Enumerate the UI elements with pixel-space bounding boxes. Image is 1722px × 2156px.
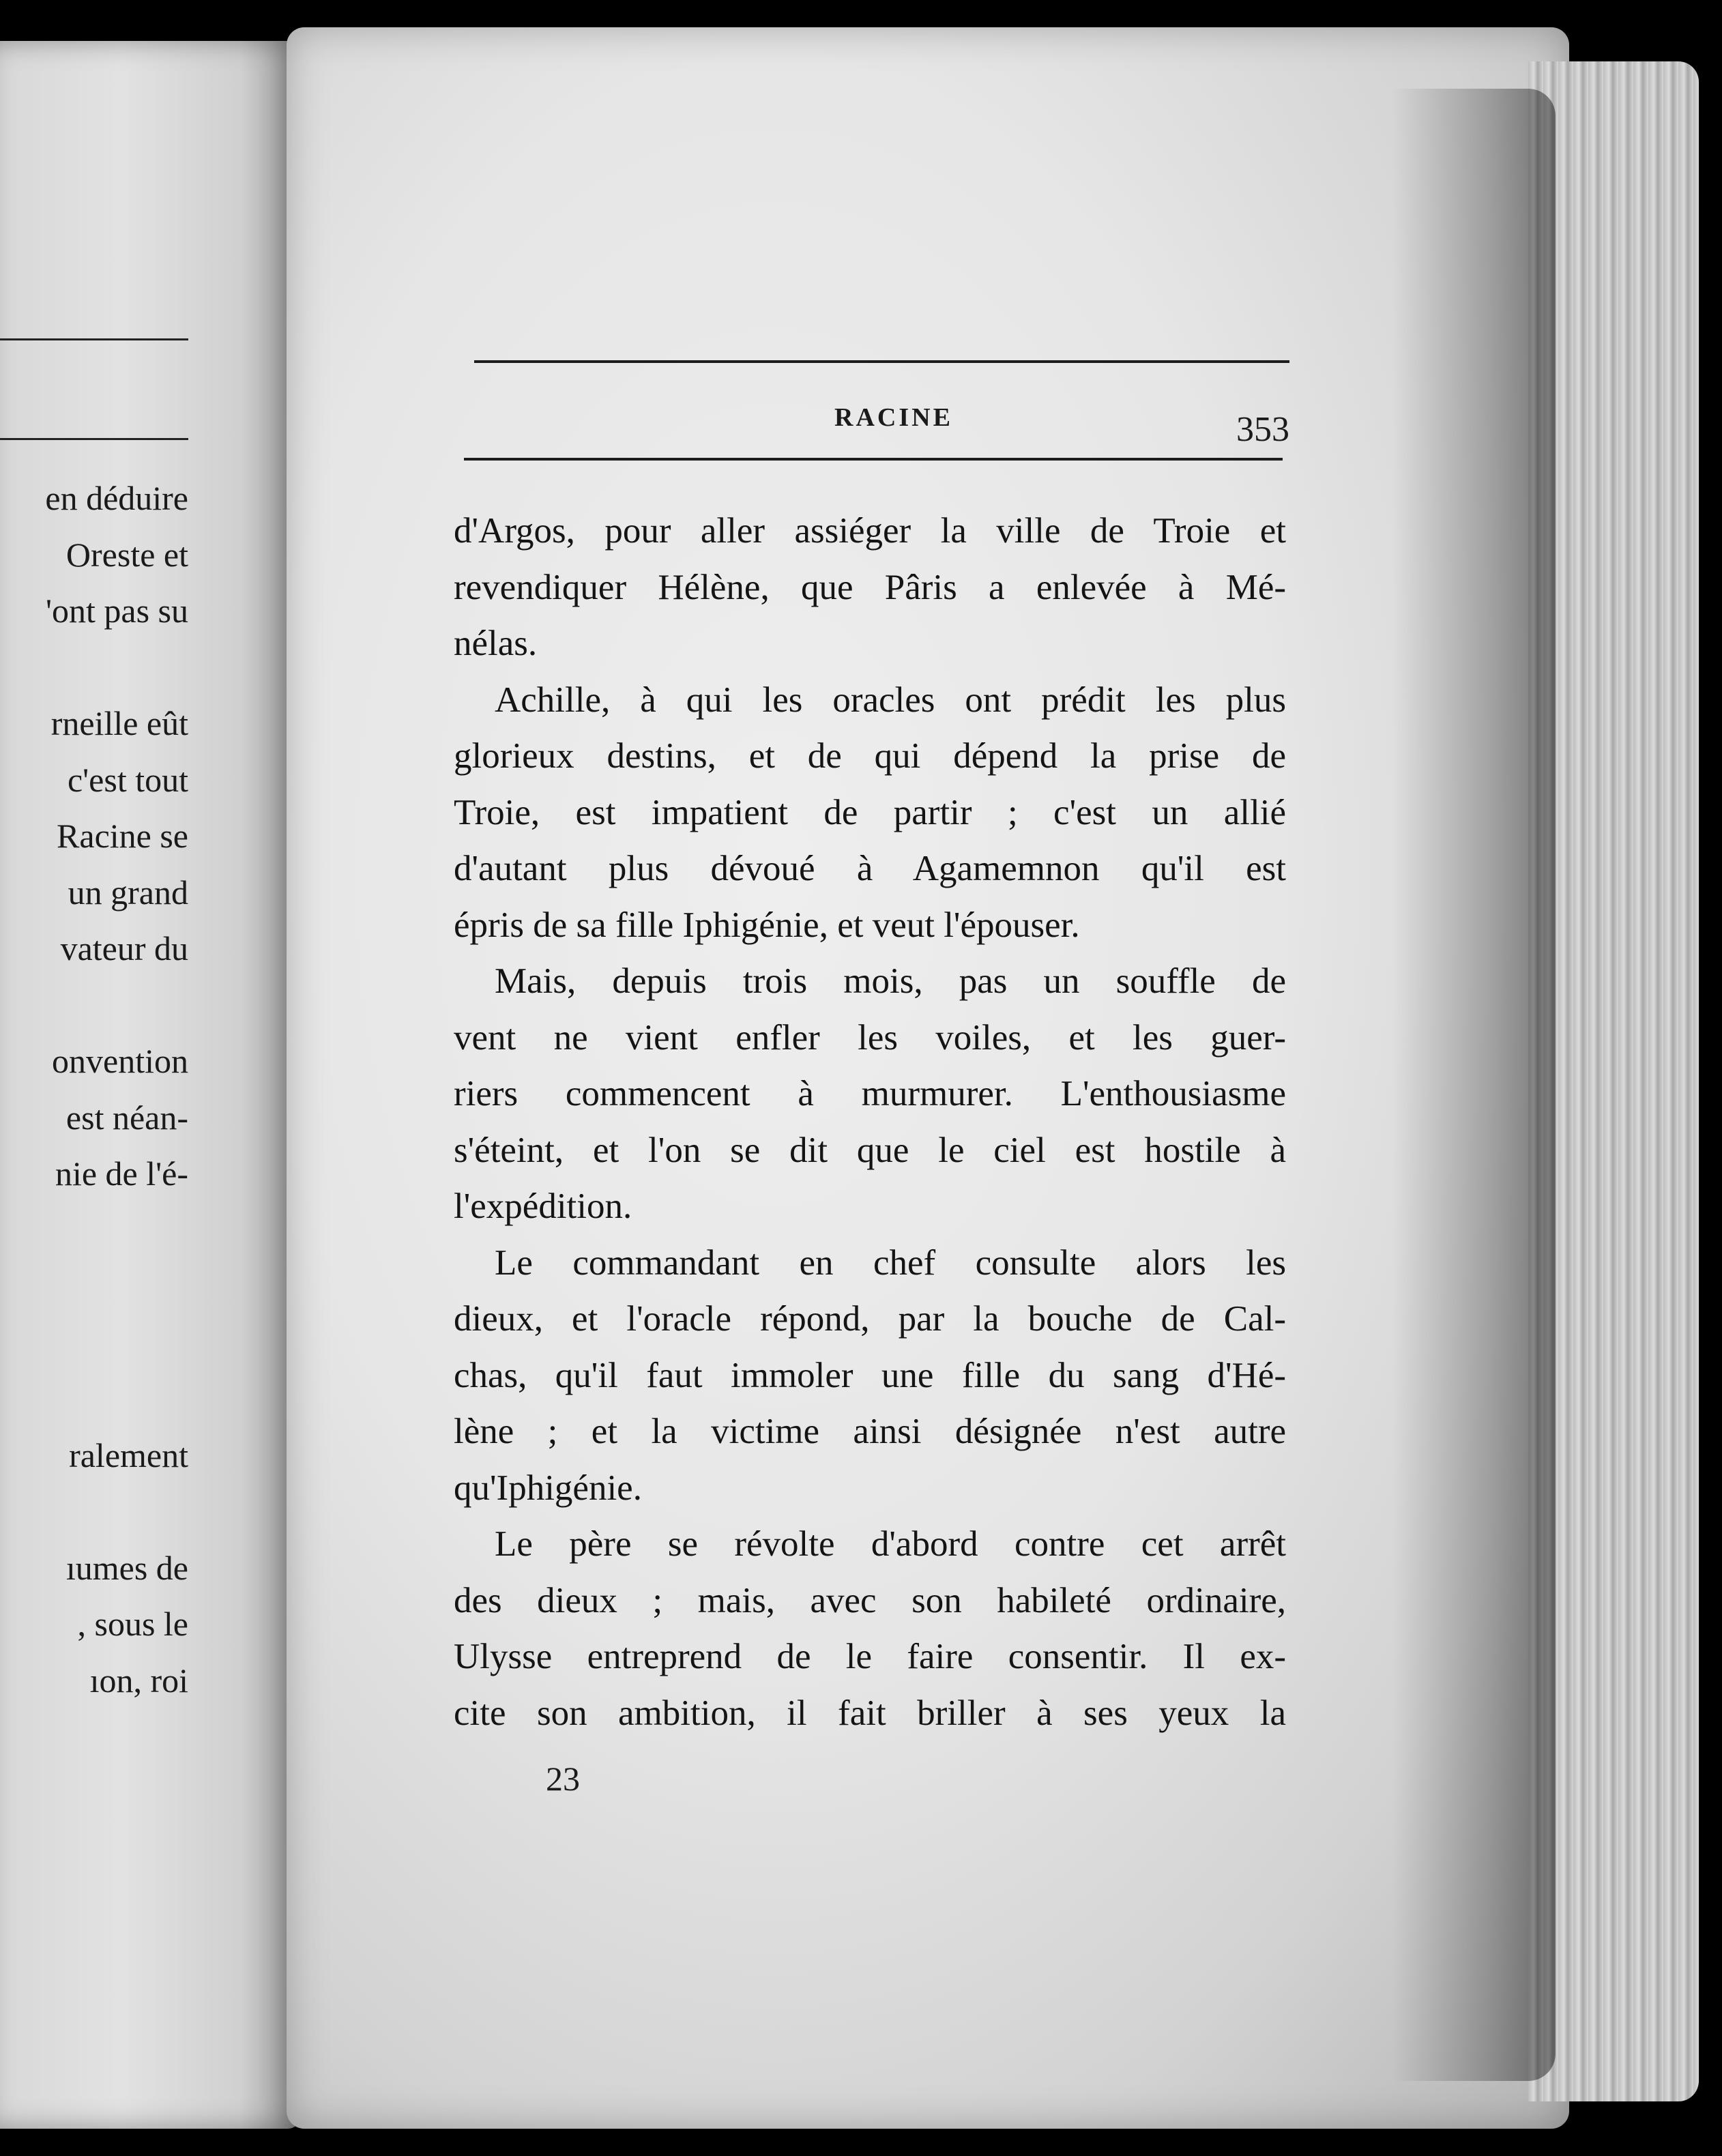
text-line: qu'Iphigénie. [454,1468,642,1508]
text-line: nélas. [454,624,538,663]
left-page-rule-top [0,338,188,340]
text-line: dieux, et l'oracle répond, par la bouche de Cal- [454,1299,1286,1339]
text-line: glorieux destins, et de qui dépend la prise de [454,736,1286,776]
left-page-line: Oreste et [65,535,188,574]
text-line: cite son ambition, il fait briller à ses yeux la [454,1693,1286,1733]
signature-mark: 23 [546,1760,580,1798]
left-page-line: , sous le [77,1605,188,1643]
header-rule-bottom [464,458,1283,461]
page-shadow [1392,89,1556,2081]
left-page-line: 'ont pas su [45,592,188,630]
text-line: d'Argos, pour aller assiéger la ville de Troie et [454,511,1286,551]
text-line: épris de sa fille Iphigénie, et veut l'épouser. [454,905,1080,945]
text-line: des dieux ; mais, avec son habileté ordinaire, [454,1580,1286,1620]
left-page-line: onvention [52,1042,188,1080]
text-line: Achille, à qui les oracles ont prédit les plus [495,680,1286,720]
text-line: chas, qu'il faut immoler une fille du sang d'Hé- [454,1355,1286,1395]
text-line: l'expédition. [454,1186,632,1226]
text-line: riers commencent à murmurer. L'enthousiasme [454,1074,1286,1113]
left-page-line: ıumes de [65,1548,188,1587]
left-page-line: ıon, roi [89,1661,188,1700]
left-page-line: ralement [69,1436,188,1474]
text-line: Troie, est impatient de partir ; c'est un allié [454,792,1286,832]
text-line: s'éteint, et l'on se dit que le ciel est hostile à [454,1130,1286,1170]
left-page-line: en déduire [45,479,188,517]
left-page-line: vateur du [60,929,188,967]
previous-page [0,41,300,2129]
header-rule-top [474,360,1289,363]
left-page-line: Racine se [57,817,188,855]
text-line: lène ; et la victime ainsi désignée n'est autre [454,1412,1286,1451]
text-line: Ulysse entreprend de le faire consentir. Il ex- [454,1637,1286,1676]
page-number: 353 [1236,410,1289,449]
left-page-line: nie de l'é- [55,1154,188,1193]
running-head: RACINE [834,403,953,432]
text-line: vent ne vient enfler les voiles, et les guer- [454,1017,1286,1058]
text-line: Le commandant en chef consulte alors les [495,1242,1286,1283]
text-line: revendiquer Hélène, que Pâris a enlevée à Mé- [454,567,1286,607]
left-page-line: c'est tout [67,760,188,799]
left-page-line: est néan- [65,1098,188,1137]
text-line: Le père se révolte d'abord contre cet arrêt [495,1524,1286,1564]
left-page-rule-bottom [0,438,188,440]
left-page-line: rneille eût [50,704,188,742]
text-line: d'autant plus dévoué à Agamemnon qu'il est [454,849,1286,888]
left-page-line: un grand [68,873,188,912]
text-line: Mais, depuis trois mois, pas un souffle de [495,961,1286,1001]
